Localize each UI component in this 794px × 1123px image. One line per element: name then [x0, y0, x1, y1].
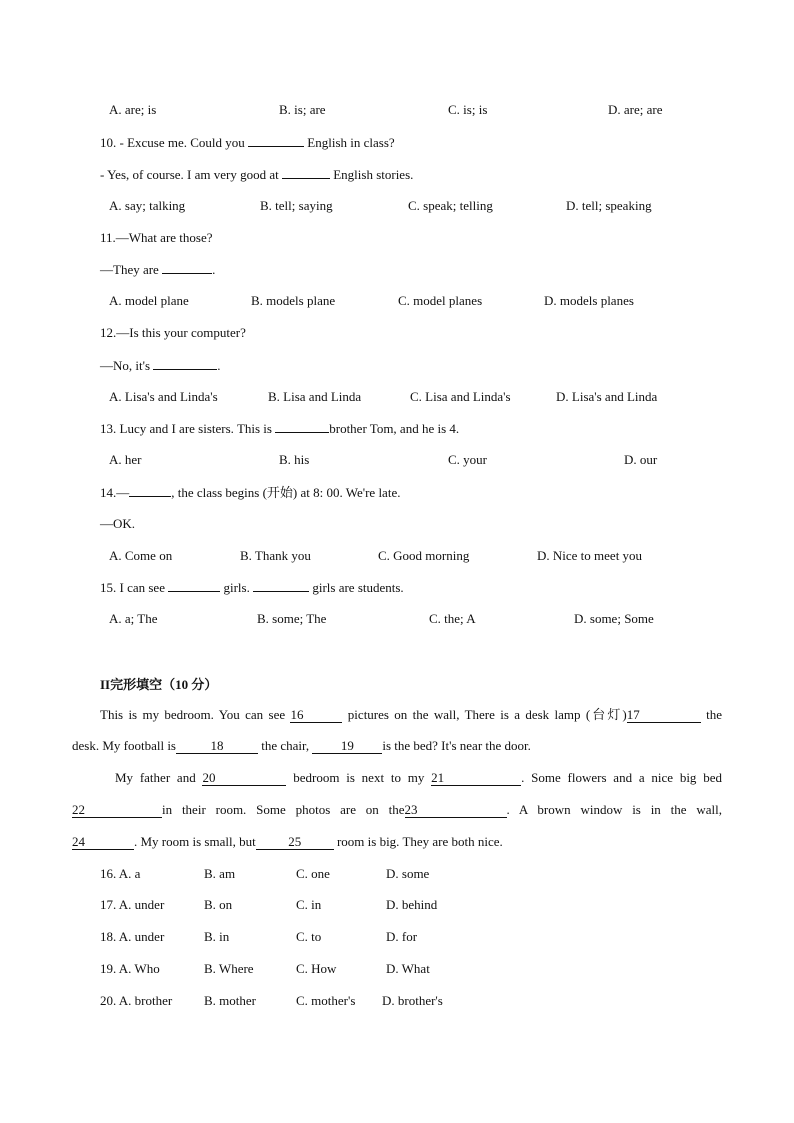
cloze-blank-17: 17: [627, 708, 701, 723]
q15-stem-mid: girls.: [220, 580, 254, 595]
cloze-blank-19: 19: [312, 739, 382, 754]
q12-option-b: B. Lisa and Linda: [268, 389, 362, 404]
q18-option-d: D. for: [386, 929, 418, 944]
q11-reply-post: .: [212, 262, 216, 277]
q15-stem-post: girls are students.: [309, 580, 404, 595]
q20-option-a: 20. A. brother: [100, 993, 173, 1008]
q14-stem: [100, 483, 400, 502]
q19-option-c: C. How: [296, 961, 337, 976]
q13-stem: [100, 419, 459, 438]
q11-reply: [100, 260, 215, 279]
q13-stem-pre: 13. Lucy and I are sisters. This is: [100, 421, 276, 436]
section-2-title: II完形填空（10 分）: [100, 677, 218, 692]
q13-option-a: A. her: [109, 452, 142, 467]
q10-reply: [100, 165, 413, 184]
cloze-text: . Some flowers and a nice big bed: [521, 770, 722, 785]
q15-option-d: D. some; Some: [574, 611, 654, 626]
cloze-blank-20: 20: [202, 771, 286, 786]
q10-option-a: A. say; talking: [109, 198, 186, 213]
q13-option-d: D. our: [624, 452, 658, 467]
cloze-text: . A brown window is in the wall,: [506, 802, 722, 817]
q16-option-d: D. some: [386, 866, 430, 881]
cloze-blank-18: 18: [176, 739, 258, 754]
q14-blank: [129, 483, 171, 497]
q17-option-a: 17. A. under: [100, 897, 165, 912]
q10-option-c: C. speak; telling: [408, 198, 493, 213]
cloze-text: in their room. Some photos are on the: [162, 802, 405, 817]
q13-option-c: C. your: [448, 452, 487, 467]
q10-blank-1: [248, 133, 304, 147]
cloze-text: pictures on the wall, There is a desk lamp (台灯): [342, 707, 627, 722]
cloze-text: . My room is small, but: [134, 834, 256, 849]
q19-option-d: D. What: [386, 961, 430, 976]
q10-blank-2: [282, 165, 330, 179]
q14-stem-pre: 14.—: [100, 485, 130, 500]
cloze-blank-23: 23: [405, 803, 507, 818]
q10-option-b: B. tell; saying: [260, 198, 333, 213]
q20-option-c: C. mother's: [296, 993, 356, 1008]
cloze-line-2: [72, 737, 531, 755]
cloze-text: the: [700, 707, 722, 722]
cloze-line-5: [72, 833, 503, 851]
q15-blank-1: [168, 578, 220, 592]
q12-option-d: D. Lisa's and Linda: [556, 389, 658, 404]
q14-stem-post: , the class begins (开始) at 8: 00. We're late.: [171, 485, 401, 500]
cloze-text: bedroom is next to my: [286, 770, 432, 785]
q12-option-c: C. Lisa and Linda's: [410, 389, 511, 404]
q11-reply-pre: —They are: [100, 262, 163, 277]
q18-option-b: B. in: [204, 929, 230, 944]
q15-option-b: B. some; The: [257, 611, 327, 626]
q19-option-b: B. Where: [204, 961, 254, 976]
q11-option-d: D. models planes: [544, 293, 634, 308]
cloze-blank-21: 21: [431, 771, 521, 786]
q15-option-a: A. a; The: [109, 611, 158, 626]
q14-option-b: B. Thank you: [240, 548, 311, 563]
q9-option-d: D. are; are: [608, 102, 663, 117]
q12-option-a: A. Lisa's and Linda's: [109, 389, 218, 404]
q12-stem: 12.—Is this your computer?: [100, 325, 246, 340]
cloze-line-4: [72, 801, 722, 819]
q9-option-b: B. is; are: [279, 102, 326, 117]
q12-reply-post: .: [217, 358, 221, 373]
q17-option-d: D. behind: [386, 897, 438, 912]
q13-stem-post: brother Tom, and he is 4.: [329, 421, 460, 436]
q17-option-c: C. in: [296, 897, 322, 912]
q20-option-b: B. mother: [204, 993, 256, 1008]
cloze-line-1: [100, 706, 722, 724]
cloze-blank-16: 16: [290, 708, 342, 723]
q19-option-a: 19. A. Who: [100, 961, 160, 976]
q10-reply-post: English stories.: [329, 167, 414, 182]
q10-option-d: D. tell; speaking: [566, 198, 652, 213]
cloze-text: This is my bedroom. You can see: [100, 707, 291, 722]
q16-option-a: 16. A. a: [100, 866, 141, 881]
q17-option-b: B. on: [204, 897, 233, 912]
q10-reply-pre: - Yes, of course. I am very good at: [100, 167, 282, 182]
q12-reply: [100, 356, 221, 375]
cloze-text: room is big. They are both nice.: [333, 834, 503, 849]
q14-option-c: C. Good morning: [378, 548, 470, 563]
q9-option-a: A. are; is: [109, 102, 157, 117]
q20-option-d: D. brother's: [382, 993, 443, 1008]
cloze-blank-24: 24: [72, 835, 134, 850]
q16-option-b: B. am: [204, 866, 236, 881]
cloze-line-3: [115, 769, 722, 787]
q11-stem: 11.—What are those?: [100, 230, 213, 245]
q10-stem: [100, 133, 395, 152]
q15-blank-2: [253, 578, 309, 592]
q12-blank: [153, 356, 217, 370]
q15-stem: [100, 578, 404, 597]
q16-option-c: C. one: [296, 866, 330, 881]
q9-option-c: C. is; is: [448, 102, 488, 117]
q11-option-c: C. model planes: [398, 293, 483, 308]
q14-option-a: A. Come on: [109, 548, 173, 563]
cloze-text: desk. My football is: [72, 738, 176, 753]
q10-stem-pre: 10. - Excuse me. Could you: [100, 135, 249, 150]
q12-reply-pre: —No, it's: [100, 358, 154, 373]
q18-option-c: C. to: [296, 929, 322, 944]
cloze-blank-22: 22: [72, 803, 162, 818]
q13-option-b: B. his: [279, 452, 310, 467]
q14-option-d: D. Nice to meet you: [537, 548, 643, 563]
cloze-text: the chair,: [258, 738, 313, 753]
cloze-text: is the bed? It's near the door.: [382, 738, 531, 753]
q11-blank: [162, 260, 212, 274]
cloze-blank-25: 25: [256, 835, 334, 850]
q13-blank: [275, 419, 329, 433]
q18-option-a: 18. A. under: [100, 929, 165, 944]
q15-option-c: C. the; A: [429, 611, 476, 626]
cloze-text: My father and: [115, 770, 203, 785]
q15-stem-pre: 15. I can see: [100, 580, 169, 595]
q10-stem-post: English in class?: [304, 135, 395, 150]
q14-reply: —OK.: [100, 516, 136, 531]
q11-option-a: A. model plane: [109, 293, 189, 308]
q11-option-b: B. models plane: [251, 293, 336, 308]
